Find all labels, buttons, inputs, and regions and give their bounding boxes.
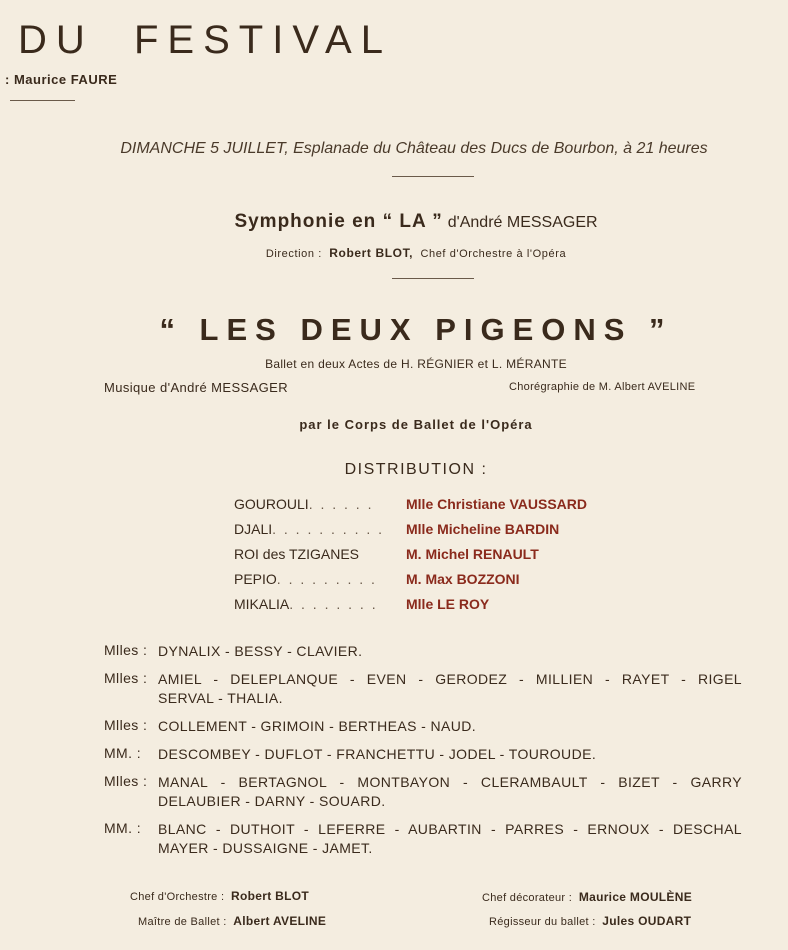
cast-dancer: M. Max BOZZONI [406, 571, 520, 587]
footer-regisseur: Régisseur du ballet : Jules OUDART [489, 914, 692, 928]
group-names: AMIEL - DELEPLANQUE - EVEN - GERODEZ - MILLIEN - RAYET - RIGEL SERVAL - THALIA. [158, 671, 742, 706]
distribution-title: DISTRIBUTION : [344, 461, 488, 478]
group-label: Mlles : [104, 642, 148, 658]
group-names: BLANC - DUTHOIT - LEFERRE - AUBARTIN - PARRES - ERNOUX - DESCHAL MAYER - DUSSAIGNE - JAMET. [158, 821, 742, 856]
footer-chef-decorateur: Chef décorateur : Maurice MOULÈNE [482, 890, 692, 904]
cast-role: MIKALIA. . . . . . . . [234, 596, 378, 612]
group-names: MANAL - BERTAGNOL - MONTBAYON - CLERAMBAULT - BIZET - GARRY DELAUBIER - DARNY - SOUARD. [158, 774, 742, 809]
footer-chef-orchestre: Chef d'Orchestre : Robert BLOT [130, 889, 310, 903]
cast-dancer: M. Michel RENAULT [406, 546, 539, 562]
group-label: MM. : [104, 820, 141, 836]
symphonie-heading [0, 211, 788, 233]
group-names: DESCOMBEY - DUFLOT - FRANCHETTU - JODEL - TOUROUDE. [158, 746, 597, 762]
divider [392, 278, 474, 279]
divider [10, 100, 75, 101]
director-role: Chef d'Orchestre à l'Opéra [420, 248, 567, 260]
festival-title: DU FESTIVAL [18, 18, 392, 62]
group-label: Mlles : [104, 670, 148, 686]
cast-role: GOUROULI. . . . . . [234, 496, 374, 512]
cast-role: PEPIO. . . . . . . . . [234, 571, 377, 587]
cast-role: DJALI. . . . . . . . . . [234, 521, 385, 537]
direction-label: Direction : [265, 248, 322, 260]
divider [392, 176, 474, 177]
cast-role: ROI des TZIGANES [234, 546, 359, 562]
cast-dancer: Mlle Micheline BARDIN [406, 521, 560, 537]
director-name: Robert BLOT, [329, 246, 414, 260]
president-name: FAURE [70, 72, 118, 87]
symphonie-composer: d'André MESSAGER [447, 214, 598, 231]
group-label: Mlles : [104, 773, 148, 789]
cast-dancer: Mlle Christiane VAUSSARD [406, 496, 587, 512]
president-line [5, 72, 117, 87]
choreography-credit: Chorégraphie de M. Albert AVELINE [509, 381, 696, 393]
event-line: DIMANCHE 5 JUILLET, Esplanade du Château des Ducs de Bourbon, à 21 heures [120, 140, 708, 157]
group-label: Mlles : [104, 717, 148, 733]
cast-dancer: Mlle LE ROY [406, 596, 490, 612]
president-prefix: : Maurice [5, 72, 67, 87]
symphonie-title: Symphonie en “ LA ” [234, 211, 443, 232]
direction-line [0, 246, 788, 260]
group-label: MM. : [104, 745, 141, 761]
group-names: COLLEMENT - GRIMOIN - BERTHEAS - NAUD. [158, 718, 477, 734]
group-names: DYNALIX - BESSY - CLAVIER. [158, 643, 363, 659]
music-credit: Musique d'André MESSAGER [104, 380, 289, 395]
ballet-title: “ LES DEUX PIGEONS ” [159, 312, 673, 347]
footer-maitre-ballet: Maître de Ballet : Albert AVELINE [138, 914, 327, 928]
corps-de-ballet: par le Corps de Ballet de l'Opéra [299, 417, 533, 432]
ballet-subtitle: Ballet en deux Actes de H. RÉGNIER et L. MÉRANTE [265, 357, 567, 371]
